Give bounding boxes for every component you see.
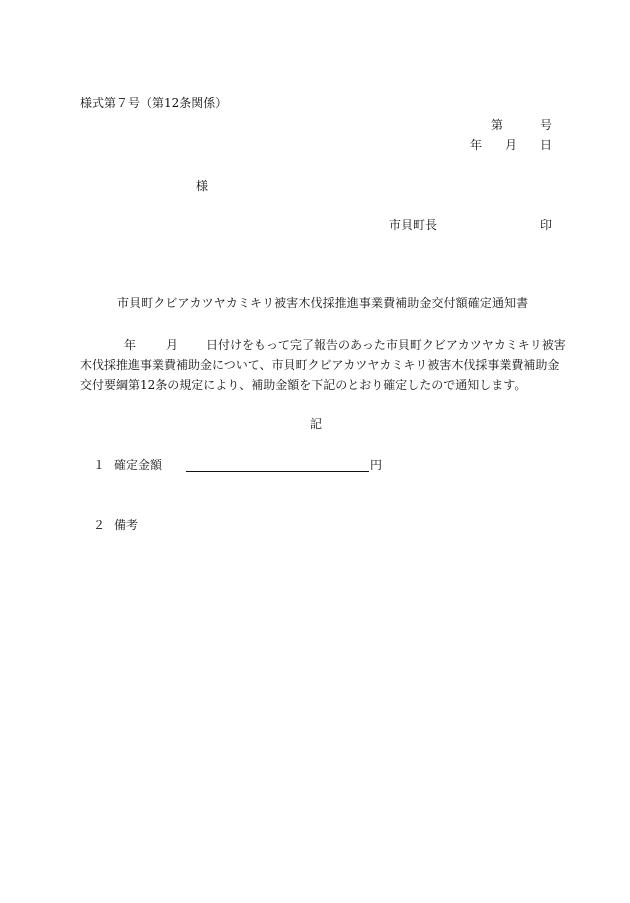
body-line-1 — [80, 335, 566, 355]
body-line-1-text: 日付けをもって完了報告のあった市貝町クビアカツヤカミキリ被害 — [206, 338, 566, 352]
item-2-label: 備考 — [114, 518, 139, 532]
sender-title: 市貝町長 — [389, 218, 438, 232]
item-2-number: ２ — [93, 518, 106, 532]
document-title: 市貝町クビアカツヤカミキリ被害木伐採推進事業費補助金交付額確定通知書 — [117, 296, 529, 310]
body-line-3: 交付要綱第12条の規定により、補助金額を下記のとおり確定したので通知します。 — [80, 378, 527, 392]
addressee-suffix: 様 — [196, 179, 209, 193]
date-year-label: 年 — [470, 138, 483, 152]
body-line-2: 木伐採推進事業費補助金について、市貝町クビアカツヤカミキリ被害木伐採事業費補助金 — [80, 358, 560, 372]
item-1-number: １ — [93, 458, 106, 472]
form-number: 様式第７号（第12条関係） — [80, 96, 228, 110]
body-month-label: 月 — [166, 338, 179, 352]
document-number-prefix: 第 — [491, 118, 504, 132]
document-number-suffix: 号 — [540, 118, 553, 132]
date-day-label: 日 — [540, 138, 553, 152]
item-1-label: 確定金額 — [114, 458, 163, 472]
ki-heading: 記 — [310, 417, 323, 431]
date-month-label: 月 — [505, 138, 518, 152]
seal-mark: 印 — [540, 218, 553, 232]
body-paragraph — [80, 335, 566, 395]
body-year-label: 年 — [124, 338, 137, 352]
amount-unit: 円 — [370, 458, 383, 472]
amount-blank-line — [186, 471, 369, 472]
